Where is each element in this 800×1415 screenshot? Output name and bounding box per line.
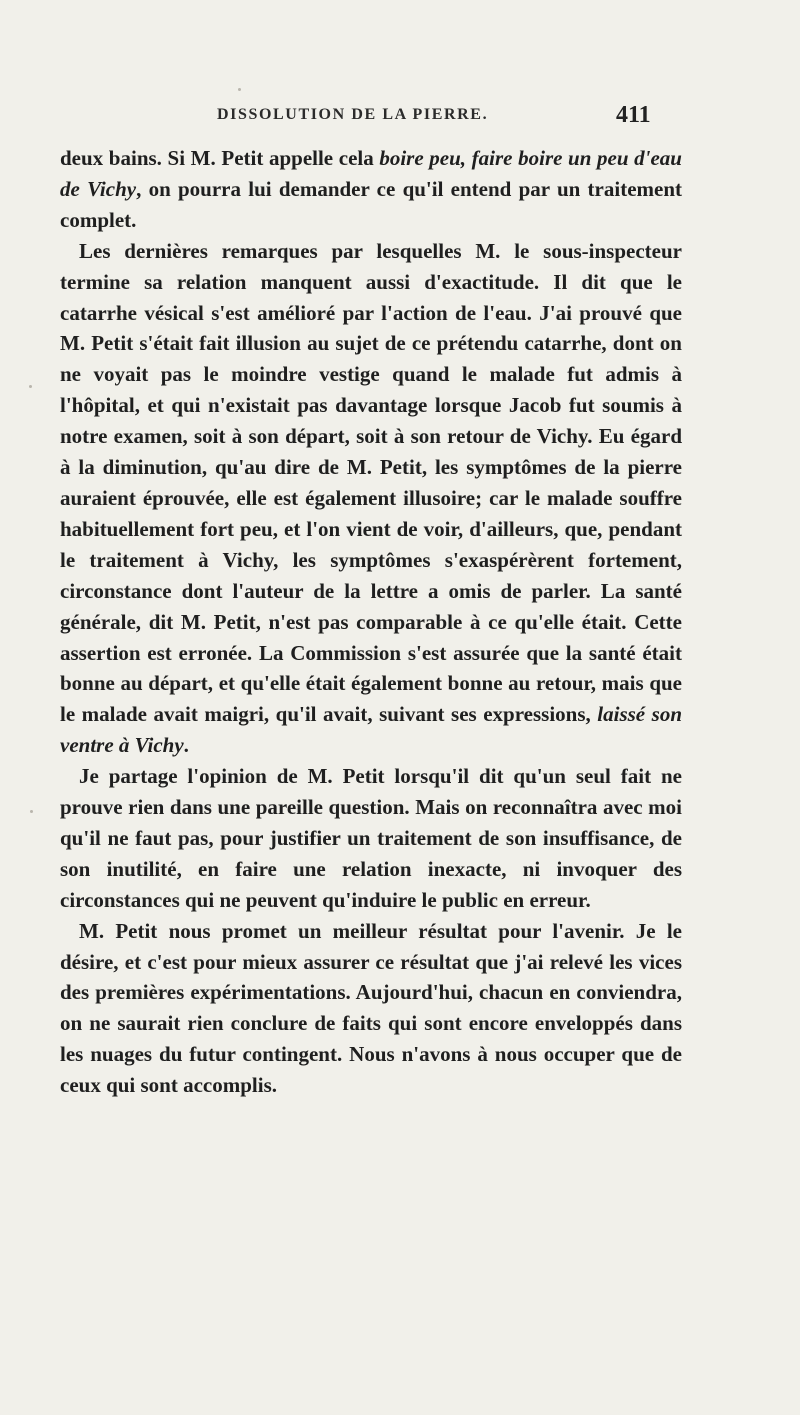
text-segment: M. Petit nous promet un meilleur résultat pour l'avenir. Je le désire, et c'est pour mieux assurer ce résultat que j'ai relevé les vices des premières expérimentations. Aujourd'hui, chacun en conviendra, on ne saurait rien conclure de faits qui sont encore enveloppés dans les nuages du futur contingent. Nous n'avons à nous occuper que de ceux qui sont accomplis. [60,918,682,1098]
text-segment: deux bains. Si M. Petit appelle cela [60,146,380,170]
text-segment: Je partage l'opinion de M. Petit lorsqu'il dit qu'un seul fait ne prouve rien dans une pareille question. Mais on reconnaîtra avec moi qu'il ne faut pas, pour justifier un traitement de son insuffisance, de son inutilité, en faire une relation inexacte, ni invoquer des circonstances qui ne peuvent qu'induire le public en erreur. [60,764,682,912]
text-segment: . [183,733,189,758]
paper-speck [238,88,241,91]
body-text [60,143,682,1101]
paragraph [60,761,682,916]
paper-speck [30,810,33,813]
page-header [0,102,800,132]
running-head: DISSOLUTION DE LA PIERRE. [217,106,489,123]
text-segment: Les dernières remarques par lesquelles M. le sous-inspecteur termine sa relation manquent aussi d'exactitude. Il dit que le catarrhe vésical s'est amélioré par l'action de l'eau. J'ai prouvé que M. Petit s'était fait illusion au sujet de ce prétendu catarrhe, dont on ne voyait pas le moindre vestige quand le malade fut admis à l'hôpital, et qui n'existait pas davantage lorsque Jacob fut soumis à notre examen, soit à son départ, soit à son retour de Vichy. Eu égard à la diminution, qu'au dire de M. Petit, les symptômes de la pierre auraient éprouvée, elle est également illusoire; car le malade souffre habituellement fort peu, et l'on vient de voir, d'ailleurs, que, pendant le traitement à Vichy, les symptômes s'exaspérèrent fortement, circonstance dont l'auteur de la lettre a omis de parler. La santé générale, dit M. Petit, n'est pas comparable à ce qu'elle était. Cette assertion est erronée. La Commission s'est assurée que la santé était bonne au départ, et qu'elle était également bonne au retour, mais que le malade avait maigri, qu'il avait, suivant ses expressions, [60,238,682,727]
page-number: 411 [616,102,651,128]
paragraph [60,143,682,236]
paragraph [60,916,682,1101]
text-segment: , on pourra lui demander ce qu'il entend par un traitement complet. [60,176,683,232]
paper-speck [29,385,32,388]
paragraph [60,236,682,761]
italic-segment: boire peu, faire boire un peu d'eau de Vichy [60,146,682,201]
italic-segment: laissé son ventre à Vichy [60,702,682,758]
